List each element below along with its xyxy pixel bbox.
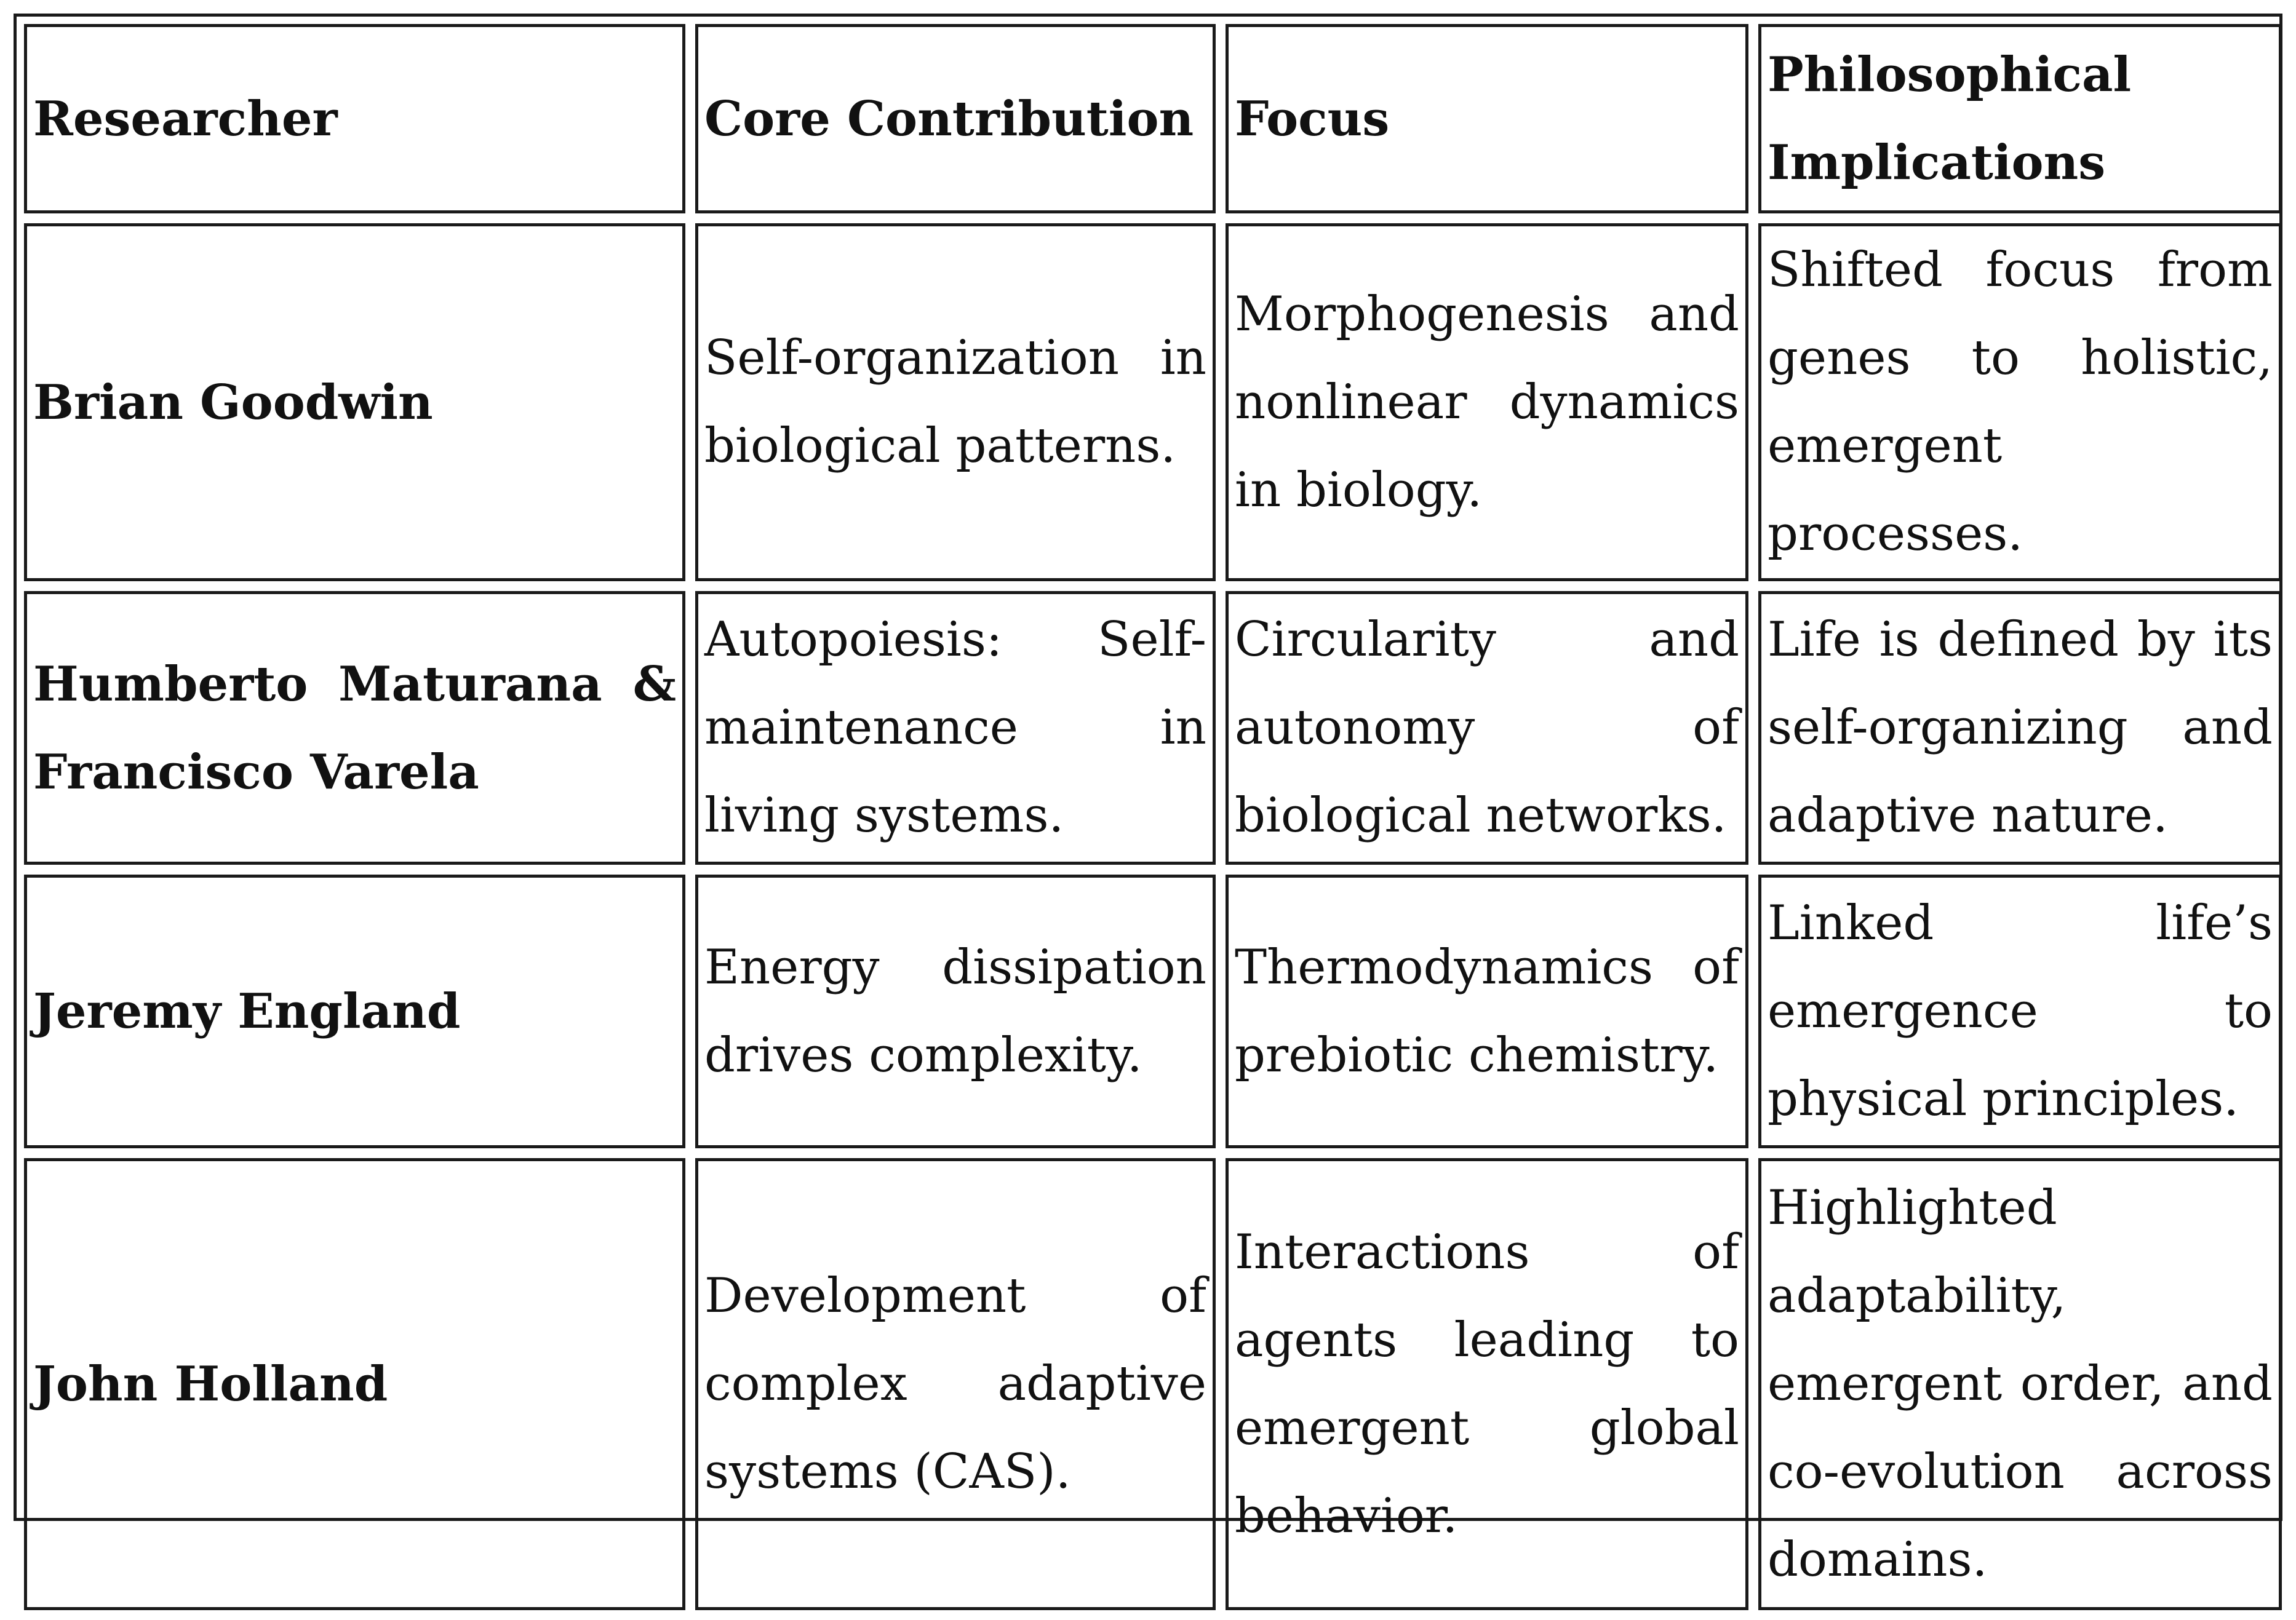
table-row — [24, 1158, 2282, 1610]
header-researcher: Researcher — [24, 24, 685, 213]
focus-cell: Interactions of agents leading to emergent global behavior. — [1226, 1158, 1748, 1610]
table-row — [24, 875, 2282, 1148]
implications-cell: Shifted focus from genes to holistic, emergent processes. — [1758, 223, 2282, 581]
contribution-cell: Development of complex adaptive systems (CAS). — [695, 1158, 1216, 1610]
researcher-cell: Brian Goodwin — [24, 223, 685, 581]
contribution-cell: Self-organization in biological patterns. — [695, 223, 1216, 581]
header-focus: Focus — [1226, 24, 1748, 213]
table-row — [24, 223, 2282, 581]
focus-cell: Circularity and autonomy of biological networks. — [1226, 591, 1748, 865]
researcher-cell: Humberto Maturana & Francisco Varela — [24, 591, 685, 865]
contribution-cell: Energy dissipation drives complexity. — [695, 875, 1216, 1148]
researchers-table — [14, 14, 2292, 1620]
focus-cell: Morphogenesis and nonlinear dynamics in biology. — [1226, 223, 1748, 581]
implications-cell: Life is defined by its self-organizing and adaptive nature. — [1758, 591, 2282, 865]
table-row — [24, 591, 2282, 865]
focus-cell: Thermodynamics of prebiotic chemistry. — [1226, 875, 1748, 1148]
header-philosophical-implications: Philosophical Implications — [1758, 24, 2282, 213]
researcher-cell: Jeremy England — [24, 875, 685, 1148]
implications-cell: Linked life’s emergence to physical principles. — [1758, 875, 2282, 1148]
contribution-cell: Autopoiesis: Self-maintenance in living systems. — [695, 591, 1216, 865]
table-header-row — [24, 24, 2282, 213]
header-core-contribution: Core Contribution — [695, 24, 1216, 213]
researcher-cell: John Holland — [24, 1158, 685, 1610]
implications-cell: Highlighted adaptability, emergent order, and co-evolution across domains. — [1758, 1158, 2282, 1610]
table-outer-frame — [14, 14, 2282, 1587]
